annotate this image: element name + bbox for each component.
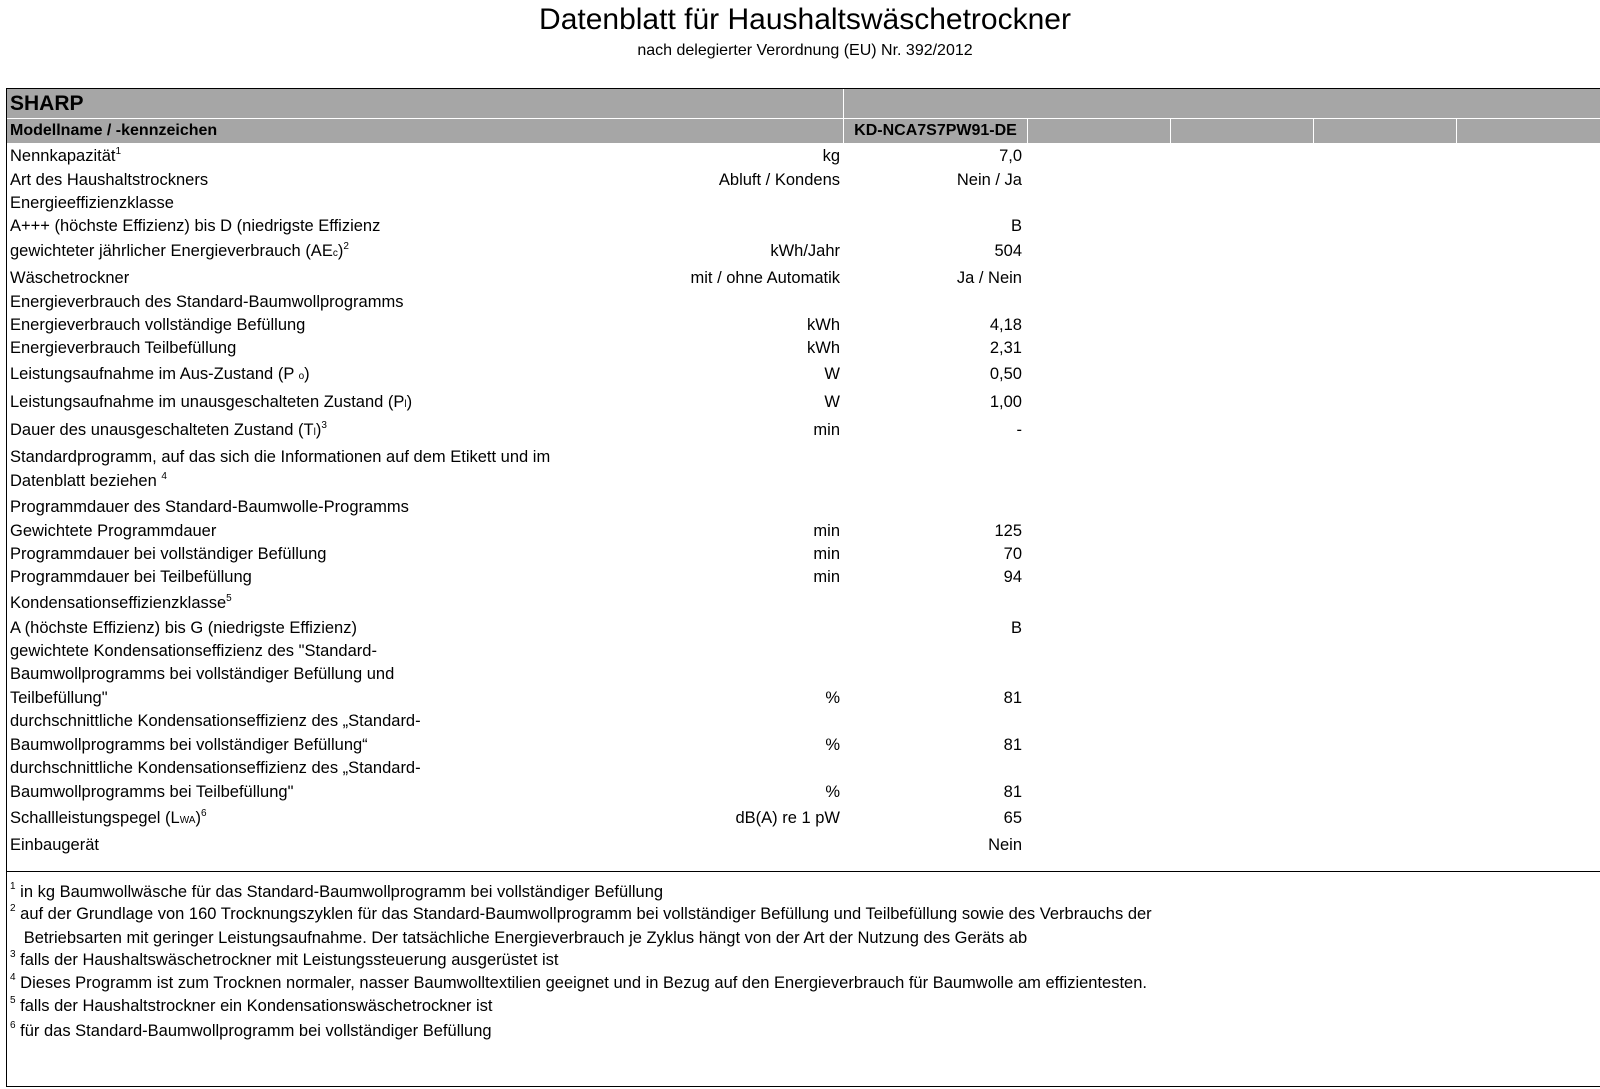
spec-row xyxy=(7,313,1027,337)
spec-row xyxy=(7,662,1027,686)
spec-value: 125 xyxy=(994,522,1022,540)
spec-label-text: Art des Haushaltstrockners xyxy=(10,171,209,189)
spec-row xyxy=(7,709,1027,733)
spec-label-subscript: l xyxy=(313,427,316,438)
spec-label-subscript: o xyxy=(298,371,305,382)
spec-row xyxy=(7,519,1027,543)
footnote-text: auf der Grundlage von 160 Trocknungszyklen für das Standard-Baumwollprogramm bei vollständiger Befüllung und Teilbefüllung sowie des Verbrauchs der xyxy=(15,905,1152,923)
spec-row xyxy=(7,833,1027,857)
spec-label xyxy=(10,780,293,804)
model-row xyxy=(7,119,1600,143)
spec-label xyxy=(10,806,207,830)
spec-row xyxy=(7,591,1027,615)
spec-label-text: Kondensationseffizienzklasse xyxy=(10,594,227,612)
spec-label xyxy=(10,469,167,493)
footnote-ref: 1 xyxy=(115,146,122,157)
spec-row xyxy=(7,191,1027,215)
spec-label xyxy=(10,662,394,686)
footnote-text: in kg Baumwollwäsche für das Standard-Baumwollprogramm bei vollständiger Befüllung xyxy=(15,883,664,901)
spec-label-text: Programmdauer des Standard-Baumwolle-Programms xyxy=(10,498,409,516)
spec-row xyxy=(7,639,1027,663)
column-divider xyxy=(1027,119,1028,143)
spec-label-text: Wäschetrockner xyxy=(10,269,130,287)
spec-value: 65 xyxy=(1003,809,1022,827)
spec-label xyxy=(10,191,174,215)
footnote xyxy=(10,1020,492,1042)
spec-value: 1,00 xyxy=(989,393,1022,411)
footnote-text: Dieses Programm ist zum Trocknen normaler, nasser Baumwolltextilien geeignet und in Bezug auf den Energieverbrauch für Baumwolle am effizientesten. xyxy=(15,974,1147,992)
page-title: Datenblatt für Haushaltswäschetrockner xyxy=(539,3,1071,36)
spec-value: 4,18 xyxy=(989,316,1022,334)
spec-row xyxy=(7,733,1027,757)
spec-row xyxy=(7,418,1027,442)
spec-label xyxy=(10,709,421,733)
spec-label-text: ) xyxy=(315,421,322,439)
spec-label-text: ) xyxy=(304,365,310,383)
spec-unit: min xyxy=(813,545,840,563)
spec-label xyxy=(10,565,252,589)
spec-label-text: A (höchste Effizienz) bis G (niedrigste Effizienz) xyxy=(10,619,357,637)
spec-row xyxy=(7,686,1027,710)
spec-label-text: ) xyxy=(195,809,201,827)
footnote-number: 2 xyxy=(10,903,16,914)
spec-unit: kWh xyxy=(807,316,840,334)
footnote-ref: 2 xyxy=(343,241,349,252)
spec-label xyxy=(10,733,368,757)
spec-row xyxy=(7,239,1027,263)
spec-label-text: Energieverbrauch des Standard-Baumwollprogramms xyxy=(10,293,404,311)
spec-label xyxy=(10,591,232,615)
spec-label xyxy=(10,266,129,290)
spec-label xyxy=(10,519,216,543)
spec-value: 81 xyxy=(1003,783,1022,801)
spec-unit: min xyxy=(813,568,840,586)
spec-label xyxy=(10,168,208,192)
table-bottom-border xyxy=(7,871,1600,872)
spec-label xyxy=(10,639,377,663)
spec-value: B xyxy=(1010,619,1022,637)
footnote xyxy=(10,972,1147,994)
footnote-number: 4 xyxy=(10,972,16,983)
spec-label xyxy=(10,390,412,414)
spec-label xyxy=(10,214,380,238)
footnote-ref: 6 xyxy=(200,808,207,819)
spec-label xyxy=(10,616,357,640)
footnote-number: 6 xyxy=(10,1020,16,1031)
spec-row xyxy=(7,266,1027,290)
spec-label-subscript: WA xyxy=(179,815,196,826)
footnote-ref: 3 xyxy=(321,420,327,431)
footnote-number: 1 xyxy=(10,881,16,892)
brand-row xyxy=(7,89,1600,119)
spec-value: B xyxy=(1010,217,1022,235)
spec-label-text: Leistungsaufnahme im Aus-Zustand (P xyxy=(10,365,299,383)
footnote-text: falls der Haushaltstrockner ein Kondensationswäschetrockner ist xyxy=(15,997,493,1015)
spec-unit: kWh/Jahr xyxy=(770,242,840,260)
spec-label-subscript: c xyxy=(332,248,338,259)
footnote xyxy=(10,995,492,1017)
spec-value: 0,50 xyxy=(989,365,1022,383)
spec-label xyxy=(10,418,327,442)
spec-label-text: ) xyxy=(406,393,413,411)
spec-unit: kWh xyxy=(807,339,840,357)
spec-row xyxy=(7,214,1027,238)
spec-label-text: gewichtete Kondensationseffizienz des "Standard- xyxy=(10,642,377,660)
spec-label-text: Programmdauer bei vollständiger Befüllung xyxy=(10,545,327,563)
spec-unit: % xyxy=(825,783,840,801)
spec-value: 81 xyxy=(1003,736,1022,754)
spec-label-text: Baumwollprogramms bei vollständiger Befüllung und xyxy=(10,665,395,683)
spec-unit: dB(A) re 1 pW xyxy=(735,809,840,827)
spec-value: 94 xyxy=(1003,568,1022,586)
spec-value: 504 xyxy=(994,242,1022,260)
spec-label xyxy=(10,144,121,168)
spec-label-text: Gewichtete Programmdauer xyxy=(10,522,217,540)
spec-label-text: Schallleistungspegel (L xyxy=(10,809,180,827)
footnote xyxy=(10,881,663,903)
spec-label-text: Dauer des unausgeschalteten Zustand (T xyxy=(10,421,314,439)
footnote-number: 3 xyxy=(10,949,16,960)
spec-row xyxy=(7,495,1027,519)
spec-unit: mit / ohne Automatik xyxy=(690,269,840,287)
spec-unit: kg xyxy=(822,147,840,165)
footnote xyxy=(10,903,1152,925)
footnote-ref: 4 xyxy=(161,471,167,482)
spec-label-text: Einbaugerät xyxy=(10,836,99,854)
spec-value: 81 xyxy=(1003,689,1022,707)
page-subtitle: nach delegierter Verordnung (EU) Nr. 392/2012 xyxy=(637,42,973,59)
spec-label-text: A+++ (höchste Effizienz) bis D (niedrigste Effizienz xyxy=(10,217,381,235)
spec-label-text: Nennkapazität xyxy=(10,147,116,165)
spec-value: Nein / Ja xyxy=(956,171,1022,189)
spec-label xyxy=(10,542,326,566)
spec-label-text: Programmdauer bei Teilbefüllung xyxy=(10,568,252,586)
spec-value: 70 xyxy=(1003,545,1022,563)
spec-row xyxy=(7,290,1027,314)
spec-row xyxy=(7,144,1027,168)
spec-unit: min xyxy=(813,421,840,439)
footnote-text: für das Standard-Baumwollprogramm bei vollständiger Befüllung xyxy=(15,1022,492,1040)
model-label: Modellname / -kennzeichen xyxy=(10,122,218,139)
spec-label xyxy=(10,336,236,360)
footnote xyxy=(10,927,1027,949)
brand-name: SHARP xyxy=(10,92,84,115)
spec-label xyxy=(10,362,310,386)
spec-unit: % xyxy=(825,736,840,754)
spec-label-text: Standardprogramm, auf das sich die Informationen auf dem Etikett und im xyxy=(10,448,551,466)
footnote-ref: 5 xyxy=(226,593,232,604)
spec-label-text: Baumwollprogramms bei vollständiger Befüllung“ xyxy=(10,736,368,754)
footnote xyxy=(10,949,559,971)
spec-label-text: ) xyxy=(337,242,344,260)
spec-unit: % xyxy=(825,689,840,707)
spec-label-text: Leistungsaufnahme im unausgeschalteten Zustand (P xyxy=(10,393,405,411)
spec-row xyxy=(7,780,1027,804)
column-divider xyxy=(1313,119,1314,143)
spec-label xyxy=(10,495,409,519)
spec-label xyxy=(10,686,108,710)
spec-unit: W xyxy=(824,365,840,383)
spec-label-text: Baumwollprogramms bei Teilbefüllung" xyxy=(10,783,294,801)
footnote-text: Betriebsarten mit geringer Leistungsaufnahme. Der tatsächliche Energieverbrauch je Zyklus hängt von der Art der Nutzung des Geräts ab xyxy=(10,929,1028,947)
spec-row xyxy=(7,616,1027,640)
spec-label-text: durchschnittliche Kondensationseffizienz des „Standard- xyxy=(10,759,421,777)
spec-row xyxy=(7,542,1027,566)
spec-row xyxy=(7,168,1027,192)
spec-label-text: Datenblatt beziehen xyxy=(10,472,162,490)
spec-row xyxy=(7,362,1027,386)
spec-value: 2,31 xyxy=(989,339,1022,357)
spec-label xyxy=(10,290,403,314)
spec-value: 7,0 xyxy=(999,147,1022,165)
spec-label xyxy=(10,833,99,857)
spec-value: Ja / Nein xyxy=(956,269,1022,287)
spec-label xyxy=(10,445,550,469)
datasheet-table xyxy=(6,88,1600,1087)
spec-label-text: Energieverbrauch vollständige Befüllung xyxy=(10,316,306,334)
spec-value: Nein xyxy=(988,836,1022,854)
spec-unit: W xyxy=(824,393,840,411)
spec-row xyxy=(7,469,1027,493)
column-divider xyxy=(1456,119,1457,143)
spec-unit: min xyxy=(813,522,840,540)
spec-value: - xyxy=(1016,421,1022,439)
spec-label-text: Energieverbrauch Teilbefüllung xyxy=(10,339,237,357)
model-name: KD-NCA7S7PW91-DE xyxy=(854,122,1017,139)
spec-label-text: gewichteter jährlicher Energieverbrauch (AE xyxy=(10,242,333,260)
spec-label-subscript: l xyxy=(404,399,407,410)
spec-label-text: durchschnittliche Kondensationseffizienz des „Standard- xyxy=(10,712,421,730)
column-divider xyxy=(843,89,844,118)
spec-row xyxy=(7,390,1027,414)
column-divider xyxy=(1170,119,1171,143)
spec-row xyxy=(7,806,1027,830)
footnote-number: 5 xyxy=(10,995,16,1006)
spec-label xyxy=(10,313,305,337)
spec-unit: Abluft / Kondens xyxy=(718,171,840,189)
footnote-text: falls der Haushaltswäschetrockner mit Leistungssteuerung ausgerüstet ist xyxy=(15,951,559,969)
spec-label xyxy=(10,756,421,780)
spec-row xyxy=(7,445,1027,469)
spec-label-text: Energieeffizienzklasse xyxy=(10,194,174,212)
spec-row xyxy=(7,756,1027,780)
spec-label-text: Teilbefüllung" xyxy=(10,689,108,707)
spec-label xyxy=(10,239,349,263)
spec-row xyxy=(7,336,1027,360)
spec-row xyxy=(7,565,1027,589)
